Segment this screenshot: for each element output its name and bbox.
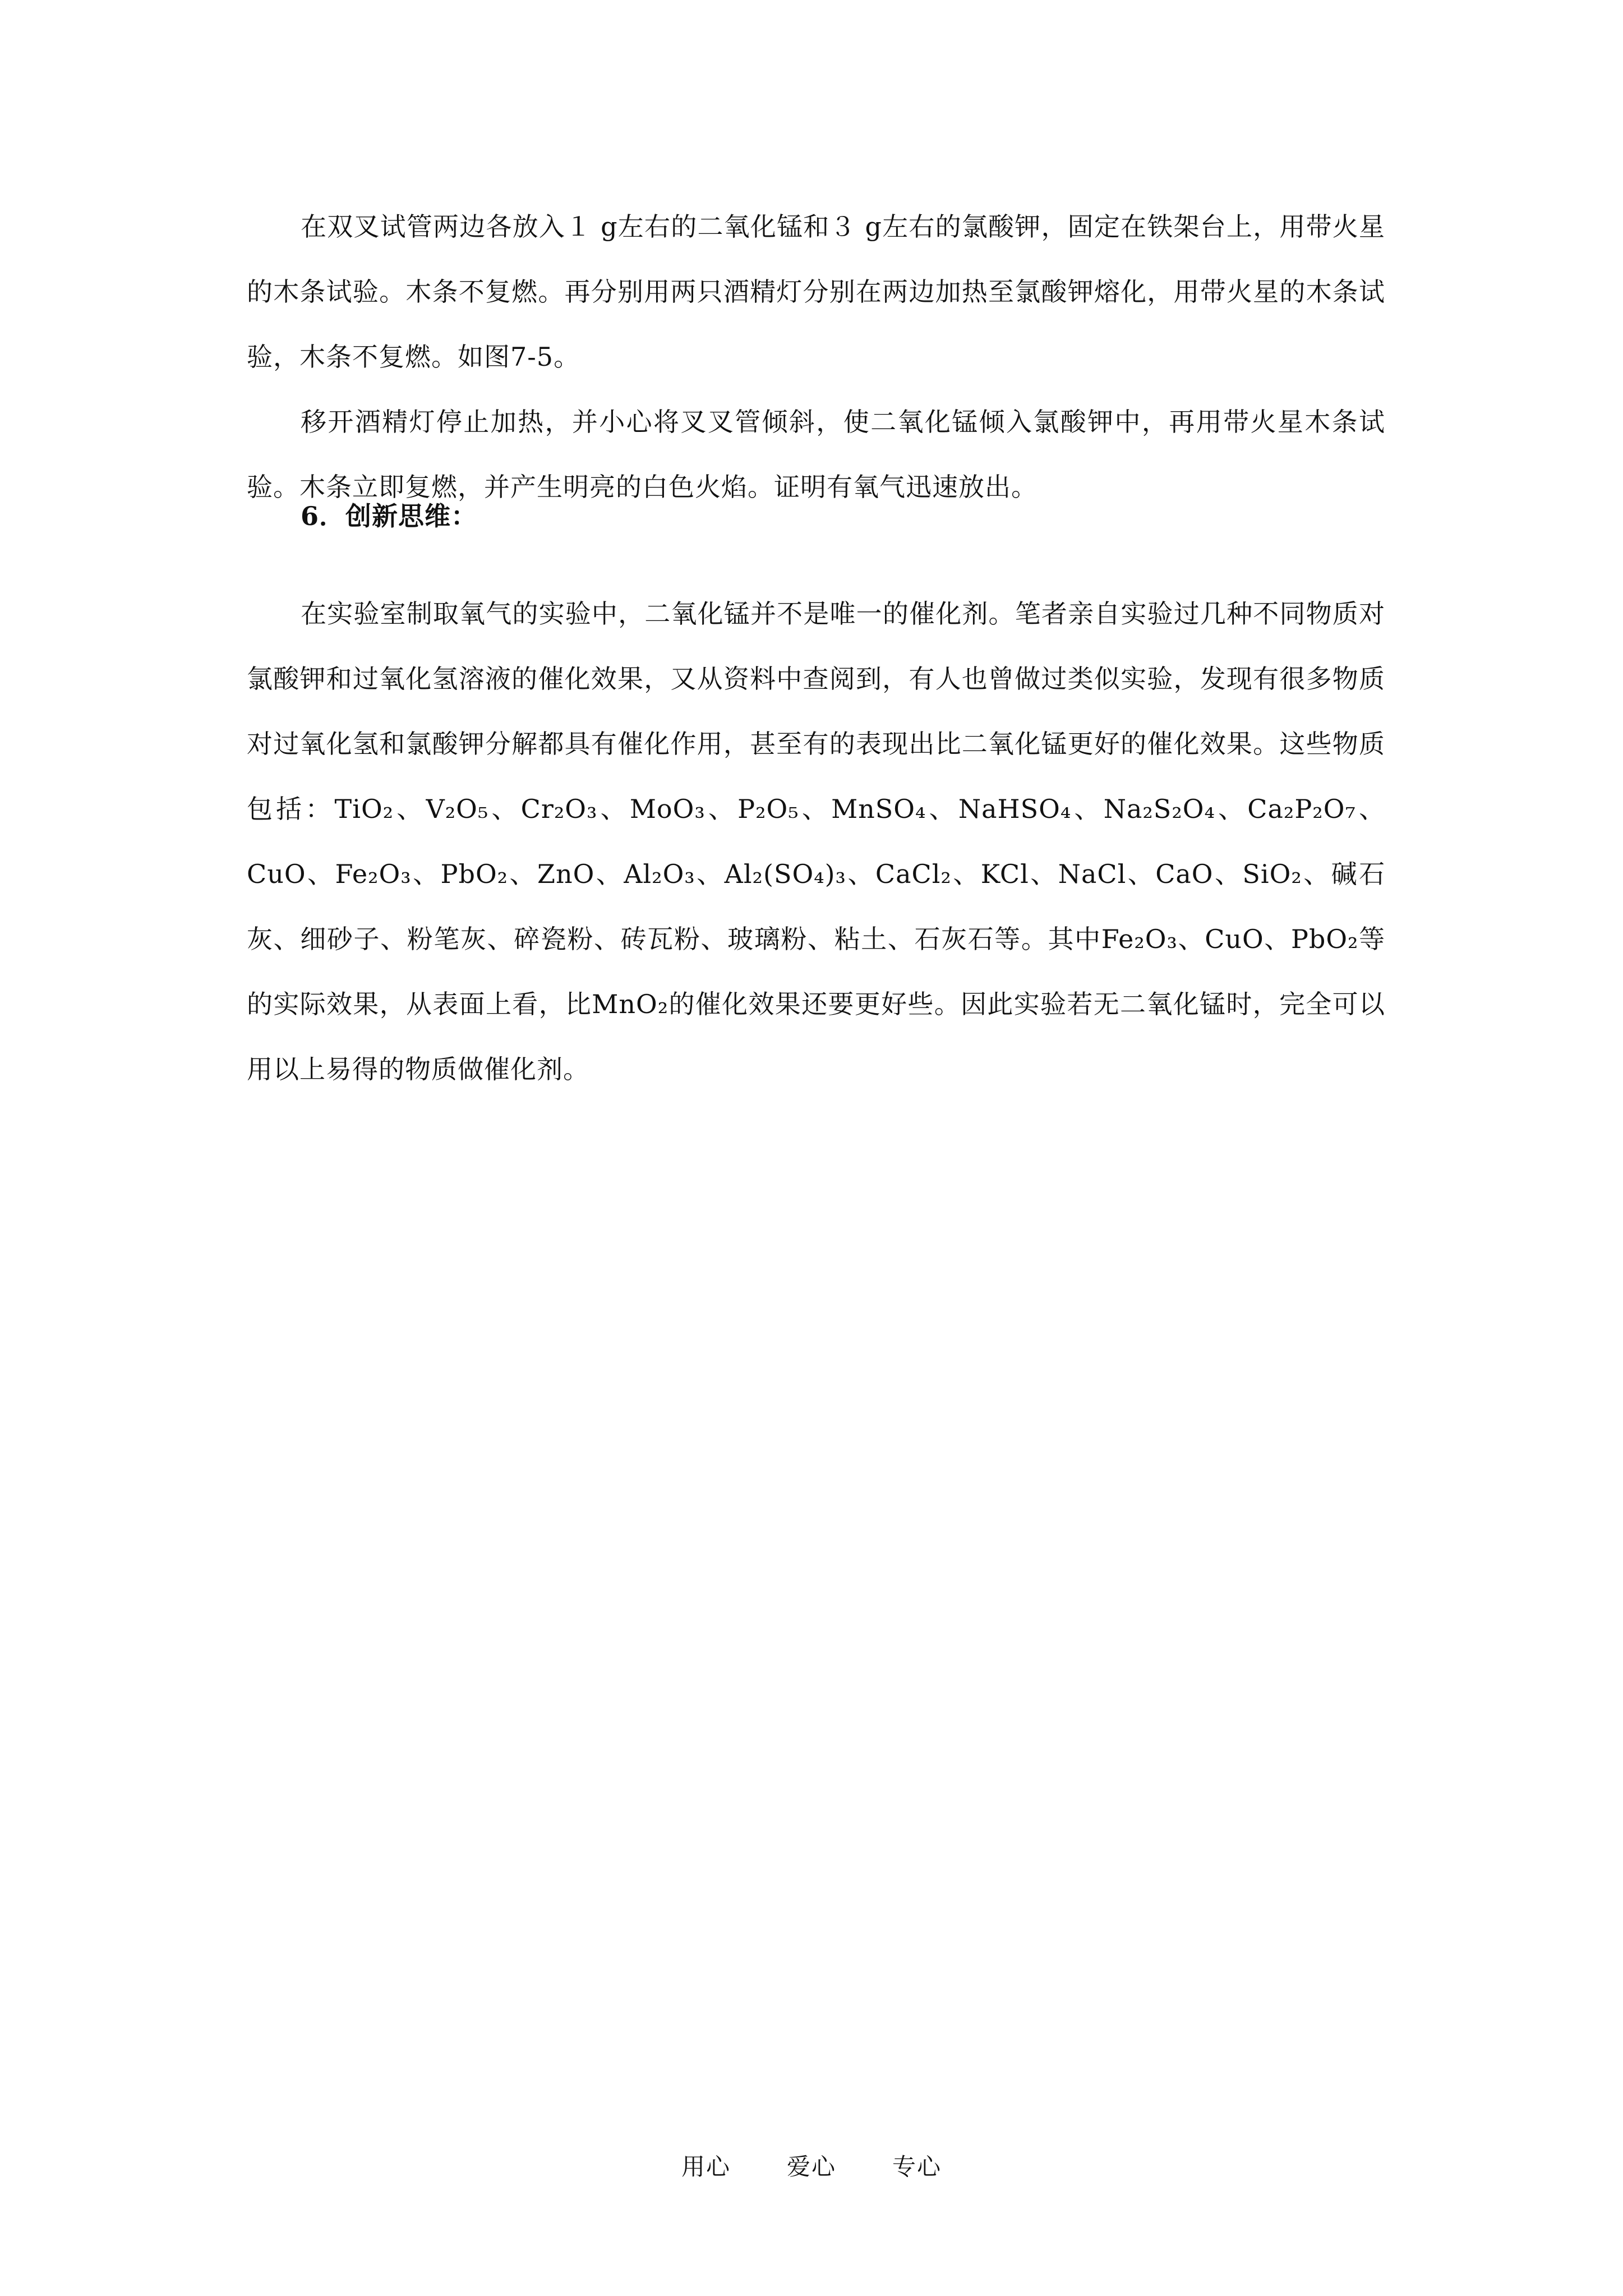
substance-item: 粉笔灰 xyxy=(407,924,487,954)
substance-item: SiO₂ xyxy=(1242,859,1302,889)
innovation-conclusion: 。其中Fe₂O₃、CuO、PbO₂等的实际效果，从表面上看，比MnO₂的催化效果还要更好些。因此实验若无二氧化锰时，完全可以用以上易得的物质做催化剂。 xyxy=(247,924,1386,1084)
substance-item: Al₂O₃ xyxy=(624,859,695,889)
substance-item: MoO₃ xyxy=(629,794,706,824)
substance-item: CuO xyxy=(247,859,306,889)
substance-item: P₂O₅ xyxy=(737,794,799,824)
substance-item: ZnO xyxy=(537,859,595,889)
substance-item: 砖瓦粉 xyxy=(620,924,701,954)
substance-item: Na₂S₂O₄ xyxy=(1103,794,1215,824)
substance-item: 粘土 xyxy=(834,924,888,954)
paragraph-result: 移开酒精灯停止加热，并小心将叉叉管倾斜，使二氧化锰倾入氯酸钾中，再用带火星木条试验。木条立即复燃，并产生明亮的白色火焰。证明有氧气迅速放出。 xyxy=(247,407,1385,502)
substance-item: Cr₂O₃ xyxy=(520,794,598,824)
substance-item: TiO₂ xyxy=(334,794,394,824)
substance-item: NaHSO₄ xyxy=(958,794,1072,824)
footer-motto-3: 专心 xyxy=(892,2153,942,2180)
page-footer xyxy=(0,2148,1623,2182)
footer-motto-2: 爱心 xyxy=(786,2153,836,2180)
substance-list: TiO₂、V₂O₅、Cr₂O₃、MoO₃、P₂O₅、MnSO₄、NaHSO₄、Na₂S₂O₄、Ca₂P₂O₇、CuO、Fe₂O₃、PbO₂、ZnO、Al₂O₃、Al₂(SO₄)₃、CaCl₂、KCl、NaCl、CaO、SiO₂、碱石灰、细砂子、粉笔灰、碎瓷粉、砖瓦粉、玻璃粉、粘土、石灰石等 xyxy=(247,794,1386,954)
paragraph-experiment: 在双叉试管两边各放入１ g左右的二氧化锰和３ g左右的氯酸钾，固定在铁架台上，用带火星的木条试验。木条不复燃。再分别用两只酒精灯分别在两边加热至氯酸钾熔化，用带火星的木条试验，木条不复燃。如图7-5。 xyxy=(247,211,1385,372)
substance-item: 碱石灰 xyxy=(247,859,1386,954)
substance-item: Al₂(SO₄)₃ xyxy=(724,859,846,889)
innovation-intro: 在实验室制取氧气的实验中，二氧化锰并不是唯一的催化剂。笔者亲自实验过几种不同物质对氯酸钾和过氧化氢溶液的催化效果，又从资料中查阅到，有人也曾做过类似实验，发现有很多物质对过氧化氢和氯酸钾分解都具有催化作用，甚至有的表现出比二氧化锰更好的催化效果。这些物质包括： xyxy=(247,599,1385,824)
substance-item: Fe₂O₃ xyxy=(335,859,412,889)
substance-item: 碎瓷粉 xyxy=(514,924,594,954)
substance-item: PbO₂ xyxy=(440,859,509,889)
substance-item: 石灰石等 xyxy=(914,924,1021,954)
substance-item: V₂O₅ xyxy=(426,794,489,824)
substance-item: 玻璃粉 xyxy=(727,924,808,954)
paragraph-innovation xyxy=(247,581,1385,1102)
substance-item: CaO xyxy=(1155,859,1214,889)
footer-motto-1: 用心 xyxy=(681,2153,731,2180)
substance-item: NaCl xyxy=(1058,859,1127,889)
substance-item: Ca₂P₂O₇ xyxy=(1247,794,1356,824)
substance-item: CaCl₂ xyxy=(875,859,952,889)
section-heading: 6．创新思维： xyxy=(301,501,478,531)
substance-item: KCl xyxy=(980,859,1029,889)
substance-item: 细砂子 xyxy=(300,924,381,954)
substance-item: MnSO₄ xyxy=(831,794,926,824)
